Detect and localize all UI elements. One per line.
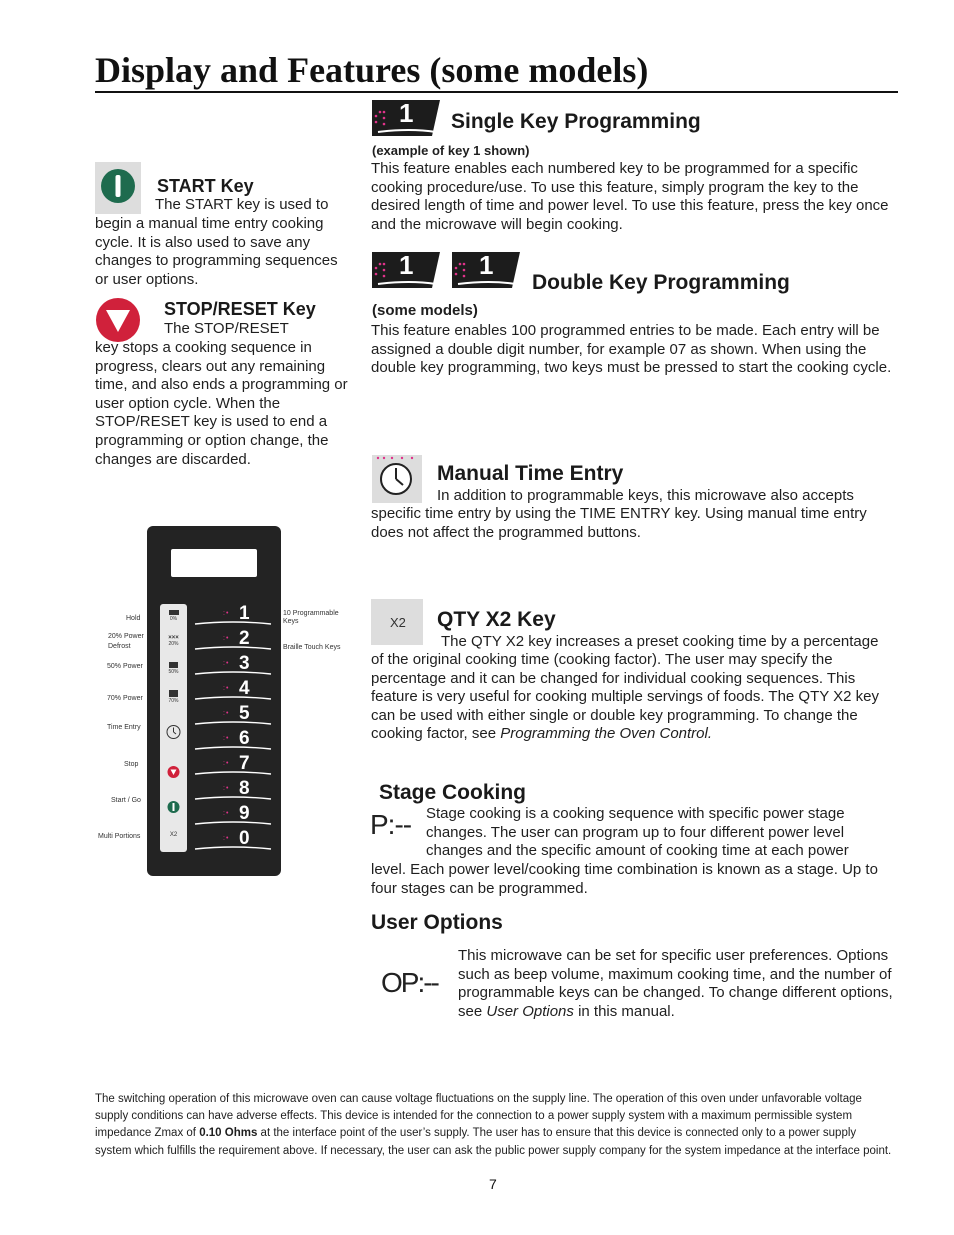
- label-hold: Hold: [126, 615, 141, 622]
- stage-display: P:--: [370, 809, 412, 840]
- panel-key-1: [193, 603, 277, 628]
- label-braille: Braille Touch Keys: [283, 644, 341, 651]
- panel-display: [171, 549, 257, 577]
- qty-key-label: X2: [390, 615, 406, 630]
- user-options-display: OP:--: [381, 967, 438, 998]
- compliance-text-end: at the interface point of the user’s supply. The user has to ensure that this device is connected only to a power supply system which fulfills the requirement above. If necessary, the user can ask the public power supply company for the system impedance at the interface point.: [95, 1127, 892, 1157]
- label-stop: Stop: [124, 761, 139, 768]
- panel-key-digit: 2: [239, 628, 250, 649]
- start-heading: START Key: [157, 176, 254, 196]
- user-options-link: User Options: [486, 1002, 574, 1020]
- power-70-key: [160, 690, 187, 704]
- panel-key-digit: 6: [239, 728, 250, 749]
- time-entry-key: [160, 720, 187, 742]
- user-options-text: This microwave can be set for specific user preferences. Options such as beep volume, maximum cooking time, and the number of programmable keys can be changed. To change different options, see: [458, 947, 893, 1020]
- single-body: This feature enables each numbered key to be programmed for a specific cooking procedure/use. To use this feature, simply program the key to the desired length of time and power level. To use this feature, press the key once and the microwave will begin cooking.: [371, 160, 889, 233]
- compliance-impedance: 0.10 Ohms: [199, 1127, 258, 1140]
- panel-key-8: [193, 778, 277, 803]
- time-entry-key-image: [372, 455, 422, 503]
- double-key-digit-2: 1: [479, 250, 494, 280]
- panel-key-0: [193, 828, 277, 853]
- panel-key-7: [193, 753, 277, 778]
- defrost-key: ××× 20%: [168, 635, 179, 647]
- start-body: begin a manual time entry cooking cycle. It is also used to save any changes to programming sequences or user options.: [95, 215, 338, 288]
- page-number: 7: [489, 1176, 497, 1192]
- power-50-key: [160, 662, 187, 675]
- single-key-image: [370, 98, 446, 143]
- qty-heading: QTY X2 Key: [437, 608, 556, 631]
- compliance-text: The switching operation of this microwave oven can cause voltage fluctuations on the supply line. The operation of this oven under unfavorable voltage supply conditions can have adverse effects. This device is intended for the connection to a power supply system with a maximum permissible system impedance Zmax of: [95, 1093, 862, 1140]
- double-key-image-2: [450, 250, 526, 295]
- label-start-go: Start / Go: [111, 797, 141, 804]
- start-body-first: The START key is used to: [155, 196, 329, 213]
- qty-body-link: Programming the Oven Control.: [500, 725, 713, 743]
- panel-key-digit: 9: [239, 803, 250, 824]
- stage-body: level. Each power level/cooking time combination is known as a stage. Up to four stages can be programmed.: [371, 861, 878, 897]
- label-time-entry: Time Entry: [107, 724, 141, 731]
- panel-key-digit: 4: [239, 678, 250, 699]
- user-options-text-end: in this manual.: [573, 1002, 675, 1020]
- single-sub: (example of key 1 shown): [372, 143, 530, 158]
- braille-dots: :•: [223, 610, 230, 617]
- label-20-power: 20% Power: [108, 633, 144, 640]
- start-key: [160, 788, 187, 818]
- power-70-key-label: 70%: [168, 698, 179, 704]
- panel-key-4: [193, 678, 277, 703]
- braille-dots: :•: [223, 735, 230, 742]
- stop-icon: [95, 297, 141, 343]
- defrost-key-label: 20%: [168, 641, 179, 647]
- hold-key: [160, 610, 187, 622]
- function-key-strip: [160, 604, 187, 852]
- panel-key-digit: 3: [239, 653, 250, 674]
- control-panel: [147, 526, 281, 876]
- double-key-image-1: [370, 250, 446, 295]
- clock-icon: [372, 455, 422, 503]
- stop-icon: [160, 756, 187, 780]
- panel-key-2: [193, 628, 277, 653]
- label-defrost: Defrost: [108, 643, 131, 650]
- braille-dots: :•: [223, 810, 230, 817]
- panel-key-digit: 7: [239, 753, 250, 774]
- page-title: Display and Features (some models): [95, 50, 649, 90]
- panel-key-6: [193, 728, 277, 753]
- start-key-image: [95, 162, 141, 214]
- qty-body-first: The QTY X2 key increases a preset cooking time by a percentage: [441, 633, 879, 650]
- qty-key-image: [371, 599, 423, 645]
- braille-dots: :•: [223, 835, 230, 842]
- manual-body-first: In addition to programmable keys, this microwave also accepts: [437, 487, 854, 504]
- manual-heading: Manual Time Entry: [437, 462, 624, 485]
- panel-key-5: [193, 703, 277, 728]
- stage-heading: Stage Cooking: [379, 781, 527, 804]
- single-key-digit: 1: [399, 98, 414, 128]
- user-options-heading: User Options: [371, 911, 503, 934]
- clock-icon: [160, 720, 187, 740]
- double-heading: Double Key Programming: [532, 271, 790, 294]
- stop-body-first: The STOP/RESET: [164, 320, 289, 337]
- stop-key-image: [95, 297, 141, 343]
- braille-dots: :•: [223, 685, 230, 692]
- panel-key-digit: 8: [239, 778, 250, 799]
- panel-key-digit: 0: [239, 828, 250, 849]
- start-icon: [160, 788, 187, 816]
- stop-heading: STOP/RESET Key: [164, 299, 316, 319]
- stop-key: [160, 756, 187, 782]
- user-options-body: [458, 947, 898, 1021]
- braille-dots: :•: [223, 785, 230, 792]
- double-body: This feature enables 100 programmed entries to be made. Each entry will be assigned a double digit number, for example 07 as shown. When using the double key programming, two keys must be pressed to start the cooking cycle.: [371, 322, 892, 377]
- panel-key-digit: 1: [239, 603, 250, 624]
- double-sub: (some models): [372, 302, 478, 319]
- label-programmable: 10 Programmable: [283, 610, 339, 617]
- multi-portions-key: X2: [169, 832, 178, 838]
- panel-key-3: [193, 653, 277, 678]
- label-keys: Keys: [283, 618, 299, 625]
- braille-dots: :•: [223, 635, 230, 642]
- qty-body: [371, 651, 901, 744]
- braille-dots: :•: [223, 660, 230, 667]
- start-icon: [95, 162, 141, 214]
- double-key-digit-1: 1: [399, 250, 414, 280]
- power-50-key-label: 50%: [168, 669, 179, 675]
- label-multi-portions: Multi Portions: [98, 833, 141, 840]
- compliance-note: [95, 1091, 895, 1160]
- stage-body-indent: Stage cooking is a cooking sequence with specific power stage changes. The user can program up to four different power level changes and the specific amount of cooking time at each power: [426, 805, 849, 860]
- braille-dots: :•: [223, 760, 230, 767]
- panel-key-9: [193, 803, 277, 828]
- single-heading: Single Key Programming: [451, 110, 701, 133]
- qty-body-text: of the original cooking time (cooking factor). The user may specify the percentage and it can be changed for individual cooking sequences. This feature is very useful for cooking multiple servings of foods. The QTY X2 key can be used with either single or double key programming. To change the cooking factor, see: [371, 651, 880, 743]
- manual-body: specific time entry by using the TIME ENTRY key. Using manual time entry does not affect the programmed buttons.: [371, 505, 867, 541]
- label-70-power: 70% Power: [107, 695, 143, 702]
- stop-body: key stops a cooking sequence in progress, clears out any remaining time, and also ends a programming or user option cycle. When the STOP/RESET key is used to end a programming or option change, the changes are discarded.: [95, 339, 348, 468]
- label-50-power: 50% Power: [107, 663, 143, 670]
- title-rule: [95, 91, 898, 93]
- panel-key-digit: 5: [239, 703, 250, 724]
- braille-dots: :•: [223, 710, 230, 717]
- hold-key-label: 0%: [169, 616, 178, 622]
